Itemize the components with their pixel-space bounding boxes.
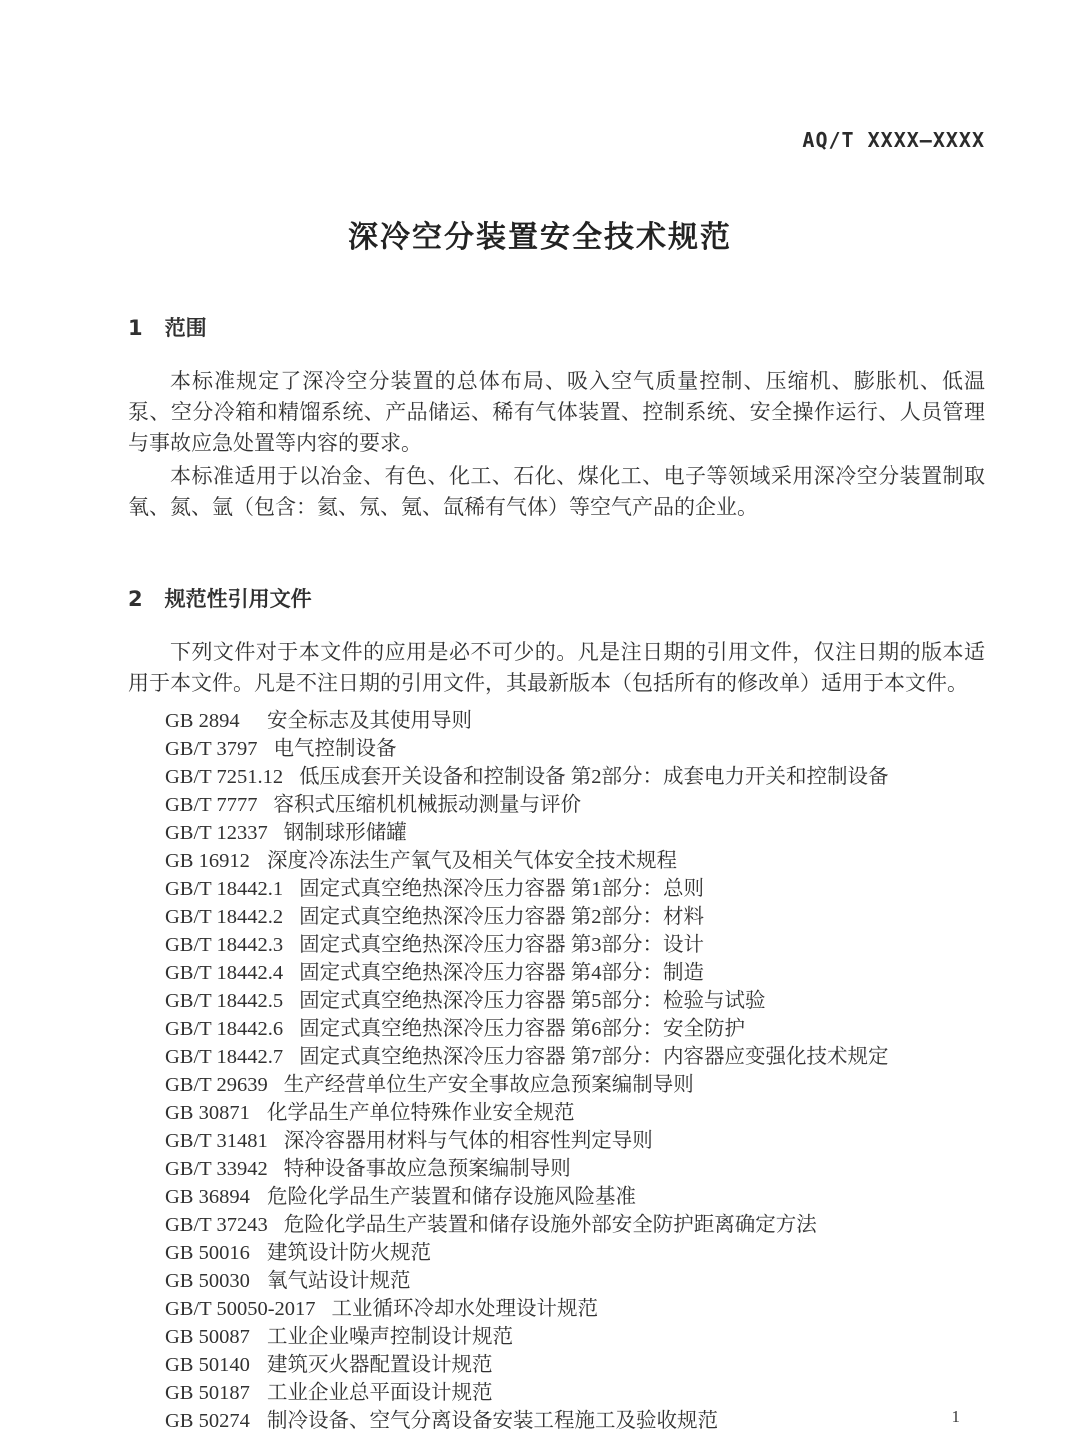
reference-title: 建筑设计防火规范 [267, 1242, 431, 1264]
reference-code: GB 30871 [165, 1102, 250, 1124]
reference-item [165, 735, 985, 763]
reference-item [165, 1295, 985, 1323]
reference-code: GB 16912 [165, 850, 250, 872]
reference-item [165, 1071, 985, 1099]
reference-item [165, 959, 985, 987]
reference-item [165, 847, 985, 875]
reference-title: 危险化学品生产装置和储存设施风险基准 [267, 1186, 636, 1208]
reference-code: GB 50030 [165, 1270, 250, 1292]
section-1-number: 1 [128, 316, 143, 340]
reference-item [165, 1407, 985, 1435]
reference-item [165, 819, 985, 847]
reference-code: GB 50274 [165, 1410, 250, 1432]
reference-title: 工业企业总平面设计规范 [267, 1382, 493, 1404]
reference-title: 固定式真空绝热深冷压力容器 第6部分：安全防护 [299, 1018, 745, 1040]
reference-title: 氧气站设计规范 [267, 1270, 411, 1292]
reference-title: 固定式真空绝热深冷压力容器 第2部分：材料 [299, 906, 704, 928]
reference-item [165, 931, 985, 959]
reference-item [165, 1043, 985, 1071]
reference-code: GB/T 33942 [165, 1158, 268, 1180]
reference-title: 特种设备事故应急预案编制导则 [283, 1158, 571, 1180]
section-2-heading [128, 583, 985, 613]
reference-title: 工业循环冷却水处理设计规范 [331, 1298, 599, 1320]
reference-code: GB/T 3797 [165, 738, 258, 760]
reference-item [165, 1323, 985, 1351]
reference-title: 建筑灭火器配置设计规范 [267, 1354, 493, 1376]
reference-code: GB/T 18442.6 [165, 1018, 284, 1040]
reference-title: 工业企业噪声控制设计规范 [267, 1326, 513, 1348]
reference-code: GB/T 18442.4 [165, 962, 284, 984]
reference-title: 安全标志及其使用导则 [267, 710, 472, 732]
scope-paragraph-2: 本标准适用于以冶金、有色、化工、石化、煤化工、电子等领域采用深冷空分装置制取氧、氮、氩（包含：氦、氖、氪、氙稀有气体）等空气产品的企业。 [128, 464, 985, 519]
reference-code: GB/T 18442.5 [165, 990, 284, 1012]
reference-item [165, 1267, 985, 1295]
reference-code: GB/T 50050-2017 [165, 1298, 316, 1320]
reference-item [165, 875, 985, 903]
reference-title: 固定式真空绝热深冷压力容器 第5部分：检验与试验 [299, 990, 766, 1012]
reference-code: GB/T 18442.2 [165, 906, 284, 928]
reference-title: 固定式真空绝热深冷压力容器 第1部分：总则 [299, 878, 704, 900]
section-normative-references [0, 583, 1080, 1435]
reference-title: 容积式压缩机机械振动测量与评价 [273, 794, 581, 816]
reference-item [165, 763, 985, 791]
reference-item [165, 1379, 985, 1407]
section-1-heading [128, 312, 985, 342]
reference-code: GB/T 18442.3 [165, 934, 284, 956]
reference-item [165, 987, 985, 1015]
reference-code: GB 50016 [165, 1242, 250, 1264]
reference-title: 危险化学品生产装置和储存设施外部安全防护距离确定方法 [283, 1214, 817, 1236]
reference-code: GB/T 37243 [165, 1214, 268, 1236]
reference-item [165, 707, 985, 735]
reference-item [165, 1183, 985, 1211]
section-scope [0, 312, 1080, 523]
reference-title: 生产经营单位生产安全事故应急预案编制导则 [283, 1074, 694, 1096]
reference-code: GB 50140 [165, 1354, 250, 1376]
reference-title: 固定式真空绝热深冷压力容器 第4部分：制造 [299, 962, 704, 984]
reference-item [165, 1155, 985, 1183]
reference-code: GB 2894 [165, 710, 240, 732]
reference-code: GB/T 18442.1 [165, 878, 284, 900]
reference-list [165, 707, 985, 1435]
reference-item [165, 1015, 985, 1043]
reference-title: 深冷容器用材料与气体的相容性判定导则 [283, 1130, 653, 1152]
reference-code: GB/T 18442.7 [165, 1046, 284, 1068]
scope-paragraph-1: 本标准规定了深冷空分装置的总体布局、吸入空气质量控制、压缩机、膨胀机、低温泵、空分冷箱和精馏系统、产品储运、稀有气体装置、控制系统、安全操作运行、人员管理与事故应急处置等内容的要求。 [128, 369, 985, 455]
reference-code: GB/T 7777 [165, 794, 258, 816]
reference-code: GB/T 31481 [165, 1130, 268, 1152]
reference-title: 固定式真空绝热深冷压力容器 第3部分：设计 [299, 934, 704, 956]
reference-code: GB/T 29639 [165, 1074, 268, 1096]
reference-code: GB 50087 [165, 1326, 250, 1348]
doc-code: AQ/T XXXX—XXXX [802, 128, 985, 152]
page-number: 1 [951, 1407, 960, 1426]
reference-title: 化学品生产单位特殊作业安全规范 [267, 1102, 575, 1124]
reference-title: 制冷设备、空气分离设备安装工程施工及验收规范 [267, 1410, 718, 1432]
reference-title: 电气控制设备 [273, 738, 397, 760]
page-title: 深冷空分装置安全技术规范 [348, 220, 732, 255]
reference-code: GB 36894 [165, 1186, 250, 1208]
reference-title: 钢制球形储罐 [283, 822, 407, 844]
reference-item [165, 1127, 985, 1155]
reference-item [165, 1211, 985, 1239]
section-2-title: 规范性引用文件 [164, 587, 312, 611]
reference-item [165, 1239, 985, 1267]
reference-code: GB 50187 [165, 1382, 250, 1404]
reference-title: 深度冷冻法生产氧气及相关气体安全技术规程 [267, 850, 677, 872]
reference-item [165, 1351, 985, 1379]
reference-title: 低压成套开关设备和控制设备 第2部分：成套电力开关和控制设备 [299, 766, 889, 788]
reference-item [165, 1099, 985, 1127]
reference-code: GB/T 12337 [165, 822, 268, 844]
reference-item [165, 791, 985, 819]
references-intro-paragraph: 下列文件对于本文件的应用是必不可少的。凡是注日期的引用文件，仅注日期的版本适用于本文件。凡是不注日期的引用文件，其最新版本（包括所有的修改单）适用于本文件。 [128, 640, 985, 695]
reference-title: 固定式真空绝热深冷压力容器 第7部分：内容器应变强化技术规定 [299, 1046, 889, 1068]
reference-item [165, 903, 985, 931]
reference-code: GB/T 7251.12 [165, 766, 284, 788]
section-2-number: 2 [128, 587, 143, 611]
section-1-title: 范围 [164, 316, 207, 340]
